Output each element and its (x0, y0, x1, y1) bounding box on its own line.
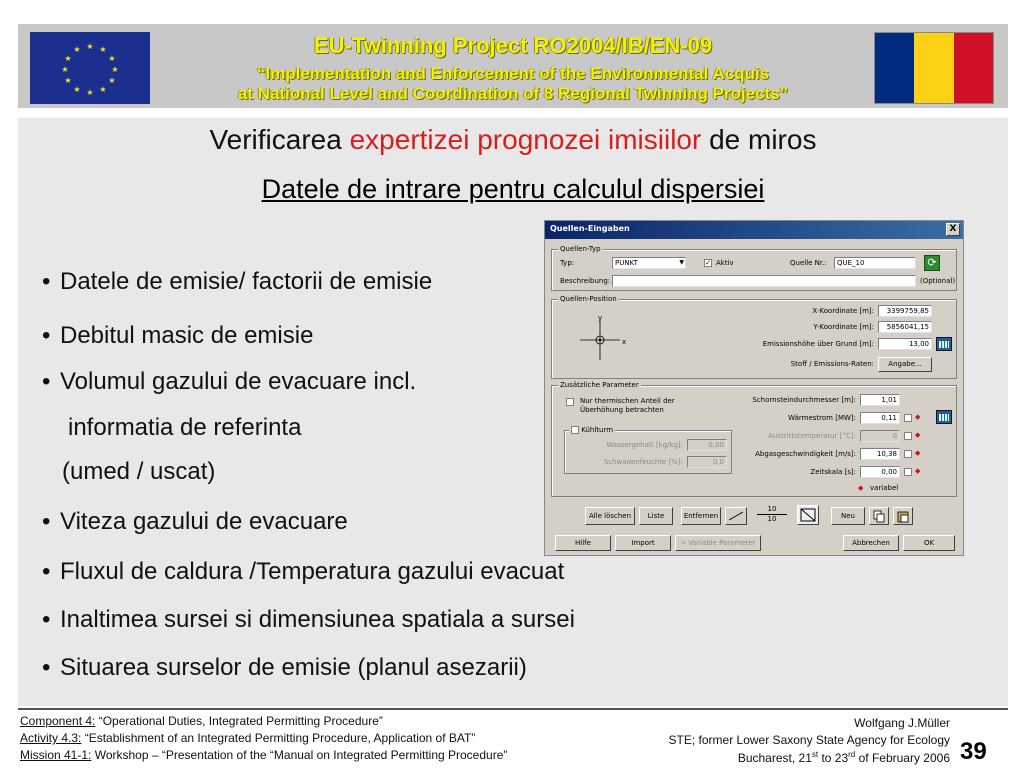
zeitskala-label: Zeitskala [s]: (810, 468, 856, 476)
bullet-dot-icon: • (42, 508, 51, 535)
footer-component (20, 714, 383, 728)
component-label: Component 4: (20, 714, 96, 728)
footer-agency: STE; former Lower Saxony State Agency for Ecology (668, 733, 950, 747)
abgasgeschwindigkeit-label: Abgasgeschwindigkeit [m/s]: (755, 450, 856, 458)
svg-text:★: ★ (86, 88, 94, 97)
alle-loeschen-button[interactable]: Alle löschen (585, 507, 635, 525)
variabel-diamond-icon: ◆ (915, 431, 921, 439)
chevron-down-icon: ▼ (679, 259, 684, 266)
y-koordinate-label: Y-Koordinate [m]: (813, 323, 874, 331)
eu-flag-icon (30, 32, 150, 104)
date-sup-1: st (811, 750, 819, 759)
neu-button[interactable]: Neu (831, 507, 865, 525)
zeitskala-input[interactable]: 0,00 (860, 466, 900, 478)
svg-text:★: ★ (86, 42, 94, 51)
beschreibung-input[interactable] (612, 275, 916, 287)
schornstein-input[interactable]: 1,01 (860, 394, 900, 406)
footer-activity (20, 731, 475, 745)
bullet-item (42, 322, 313, 350)
abgas-variabel-checkbox[interactable] (904, 450, 912, 458)
quellen-typ-group (551, 245, 957, 291)
svg-text:★: ★ (108, 76, 116, 85)
footer-date (600, 750, 950, 765)
axis-x-label: x (622, 338, 627, 346)
svg-text:★: ★ (111, 65, 119, 74)
typ-select-value: PUNKT (615, 259, 638, 267)
quelle-nr-label: Quelle Nr.: (790, 259, 827, 267)
ro-flag-blue (875, 33, 914, 103)
bullet-dot-icon: • (42, 654, 51, 681)
wassergehalt-input[interactable]: 0,00 (687, 439, 727, 451)
hilfe-button[interactable]: Hilfe (555, 535, 611, 551)
calculator-icon[interactable] (936, 337, 952, 351)
area-tool-icon[interactable] (797, 505, 819, 525)
slide-title-part3: de miros (701, 124, 817, 155)
bullet-dot-icon: • (42, 268, 51, 295)
thermisch-checkbox[interactable] (566, 398, 574, 406)
x-koordinate-input[interactable]: 3399759,85 (878, 305, 932, 317)
component-text: “Operational Duties, Integrated Permitting Procedure” (95, 714, 383, 728)
schwadenfeuchte-label: Schwadenfeuchte [%]: (603, 458, 683, 466)
svg-text:★: ★ (64, 76, 72, 85)
refresh-icon[interactable]: ⟳ (924, 255, 940, 271)
stoff-label: Stoff / Emissions-Raten: (790, 360, 874, 368)
slide-title-highlight: expertizei prognozei imisiilor (349, 124, 702, 155)
dialog-title: Quellen-Eingaben (550, 224, 630, 233)
bullet-text: Debitul masic de emisie (60, 322, 314, 349)
thermisch-label-2: Überhöhung betrachten (580, 406, 664, 414)
mission-text: Workshop – “Presentation of the “Manual on Integrated Permitting Procedure” (91, 748, 508, 762)
page-number: 39 (960, 738, 987, 765)
svg-text:★: ★ (108, 54, 116, 63)
header-title: EU-Twinning Project RO2004/IB/EN-09 (313, 33, 713, 58)
footer-mission (20, 748, 507, 762)
austritt-variabel-checkbox[interactable] (904, 432, 912, 440)
slide-title-part1: Verificarea (209, 124, 350, 155)
variabel-label: variabel (870, 484, 899, 492)
austrittstemperatur-label: Austrittstemperatur [°C]: (768, 432, 856, 440)
waermestrom-label: Wärmestrom [MW]: (788, 414, 856, 422)
svg-text:★: ★ (73, 45, 81, 54)
date-suffix: of February 2006 (855, 751, 950, 765)
axis-y-label: y (598, 314, 603, 322)
bullet-item (42, 508, 348, 536)
bullet-item (42, 558, 564, 586)
slide-title (18, 124, 1008, 156)
line-tool-icon[interactable] (725, 507, 747, 525)
bullet-dot-icon: • (42, 322, 51, 349)
wassergehalt-label: Wassergehalt [kg/kg]: (606, 441, 683, 449)
quellen-eingaben-dialog (544, 220, 964, 556)
bullet-item (42, 606, 575, 634)
svg-text:★: ★ (99, 85, 107, 94)
svg-text:★: ★ (99, 45, 107, 54)
abbrechen-button[interactable]: Abbrechen (843, 535, 899, 551)
bullet-text: Viteza gazului de evacuare (60, 508, 348, 535)
bullet-continuation: informatia de referinta (68, 414, 302, 441)
bullet-text: Situarea surselor de emisie (planul asezarii) (60, 654, 527, 681)
header-banner (18, 24, 1008, 108)
date-prefix: Bucharest, 21 (737, 751, 812, 765)
variabel-diamond-icon: ◆ (858, 484, 864, 492)
austrittstemperatur-input[interactable]: 0 (860, 430, 900, 442)
footer-author: Wolfgang J.Müller (854, 716, 950, 730)
calculator-icon[interactable] (936, 410, 952, 424)
variable-parameter-button[interactable]: > Variable Parameter (675, 535, 761, 551)
slide-content (18, 118, 1008, 706)
typ-label: Typ: (560, 259, 575, 267)
entfernen-button[interactable]: Entfernen (681, 507, 721, 525)
activity-label: Activity 4.3: (20, 731, 82, 745)
ro-flag-yellow (914, 33, 953, 103)
bullet-continuation: (umed / uscat) (62, 458, 216, 485)
kuehlturm-label: Kühlturm (581, 426, 614, 434)
header-subtitle-1: “Implementation and Enforcement of the Environmental Acquis (256, 64, 770, 83)
svg-text:★: ★ (61, 65, 69, 74)
kuehlturm-header (569, 426, 615, 434)
bullet-item (42, 268, 432, 296)
aktiv-label: Aktiv (716, 259, 734, 267)
angabe-button[interactable]: Angabe... (878, 357, 932, 372)
abgasgeschwindigkeit-input[interactable]: 10,38 (860, 448, 900, 460)
bullet-item (42, 654, 527, 682)
kuehlturm-checkbox[interactable] (571, 426, 579, 434)
footer-divider (18, 708, 1008, 710)
quellen-position-group (551, 295, 957, 379)
variabel-diamond-icon: ◆ (915, 467, 921, 475)
activity-text: “Establishment of an Integrated Permitting Procedure, Application of BAT” (81, 731, 476, 745)
paste-icon[interactable] (893, 507, 913, 525)
romania-flag-icon (874, 32, 994, 104)
typ-select[interactable] (612, 257, 686, 269)
mission-label: Mission 41-1: (20, 748, 92, 762)
aktiv-checkbox[interactable]: ✓ (705, 259, 711, 267)
svg-text:★: ★ (64, 54, 72, 63)
optional-hint: (Optional) (920, 277, 956, 285)
variabel-diamond-icon: ◆ (915, 449, 921, 457)
bullet-dot-icon: • (42, 606, 51, 633)
copy-icon[interactable] (869, 507, 889, 525)
dialog-titlebar[interactable] (545, 221, 963, 239)
counter-top: 10 (757, 505, 787, 515)
schornstein-label: Schornsteindurchmesser [m]: (752, 396, 856, 404)
date-sup-2: rd (848, 750, 856, 759)
bullet-text: Fluxul de caldura /Temperatura gazului evacuat (60, 558, 565, 585)
counter-bottom: 10 (767, 515, 777, 523)
header-subtitle-2: at National Level and Coordination of 8 Regional Twinning Projects” (237, 84, 789, 103)
bullet-item (42, 368, 416, 396)
bullet-dot-icon: • (42, 558, 51, 585)
bullet-text: Inaltimea sursei si dimensiunea spatiala a sursei (60, 606, 575, 633)
date-mid: to 23 (818, 751, 849, 765)
beschreibung-label: Beschreibung: (560, 277, 611, 285)
import-button[interactable]: Import (615, 535, 671, 551)
kuehlturm-group (564, 426, 732, 474)
emissionshoehe-input[interactable]: 13,00 (878, 338, 932, 350)
bullet-dot-icon: • (42, 368, 51, 395)
zusaetzliche-parameter-group (551, 381, 957, 497)
group-label: Quellen-Position (560, 295, 617, 303)
x-koordinate-label: X-Koordinate [m]: (812, 307, 874, 315)
slide-subtitle: Datele de intrare pentru calculul dispersiei (261, 174, 765, 204)
y-koordinate-input[interactable]: 5856041,15 (878, 321, 932, 333)
zeitskala-variabel-checkbox[interactable] (904, 468, 912, 476)
svg-text:★: ★ (73, 85, 81, 94)
variabel-diamond-icon: ◆ (915, 413, 921, 421)
group-label: Zusätzliche Parameter (560, 381, 639, 389)
ro-flag-red (954, 33, 993, 103)
liste-button[interactable]: Liste (639, 507, 673, 525)
counter-display (757, 505, 787, 524)
thermisch-label-1: Nur thermischen Anteil der (580, 397, 675, 405)
schwadenfeuchte-input[interactable]: 0,0 (687, 456, 727, 468)
waermestrom-variabel-checkbox[interactable] (904, 414, 912, 422)
bullet-text: Volumul gazului de evacuare incl. (60, 368, 417, 395)
ok-button[interactable]: OK (903, 535, 955, 551)
quelle-nr-input[interactable]: QUE_10 (834, 257, 916, 269)
group-label: Quellen-Typ (560, 245, 601, 253)
emissionshoehe-label: Emissionshöhe über Grund [m]: (762, 340, 874, 348)
waermestrom-input[interactable]: 0,11 (860, 412, 900, 424)
bullet-text: Datele de emisie/ factorii de emisie (60, 268, 433, 295)
close-icon[interactable]: X (946, 223, 960, 236)
